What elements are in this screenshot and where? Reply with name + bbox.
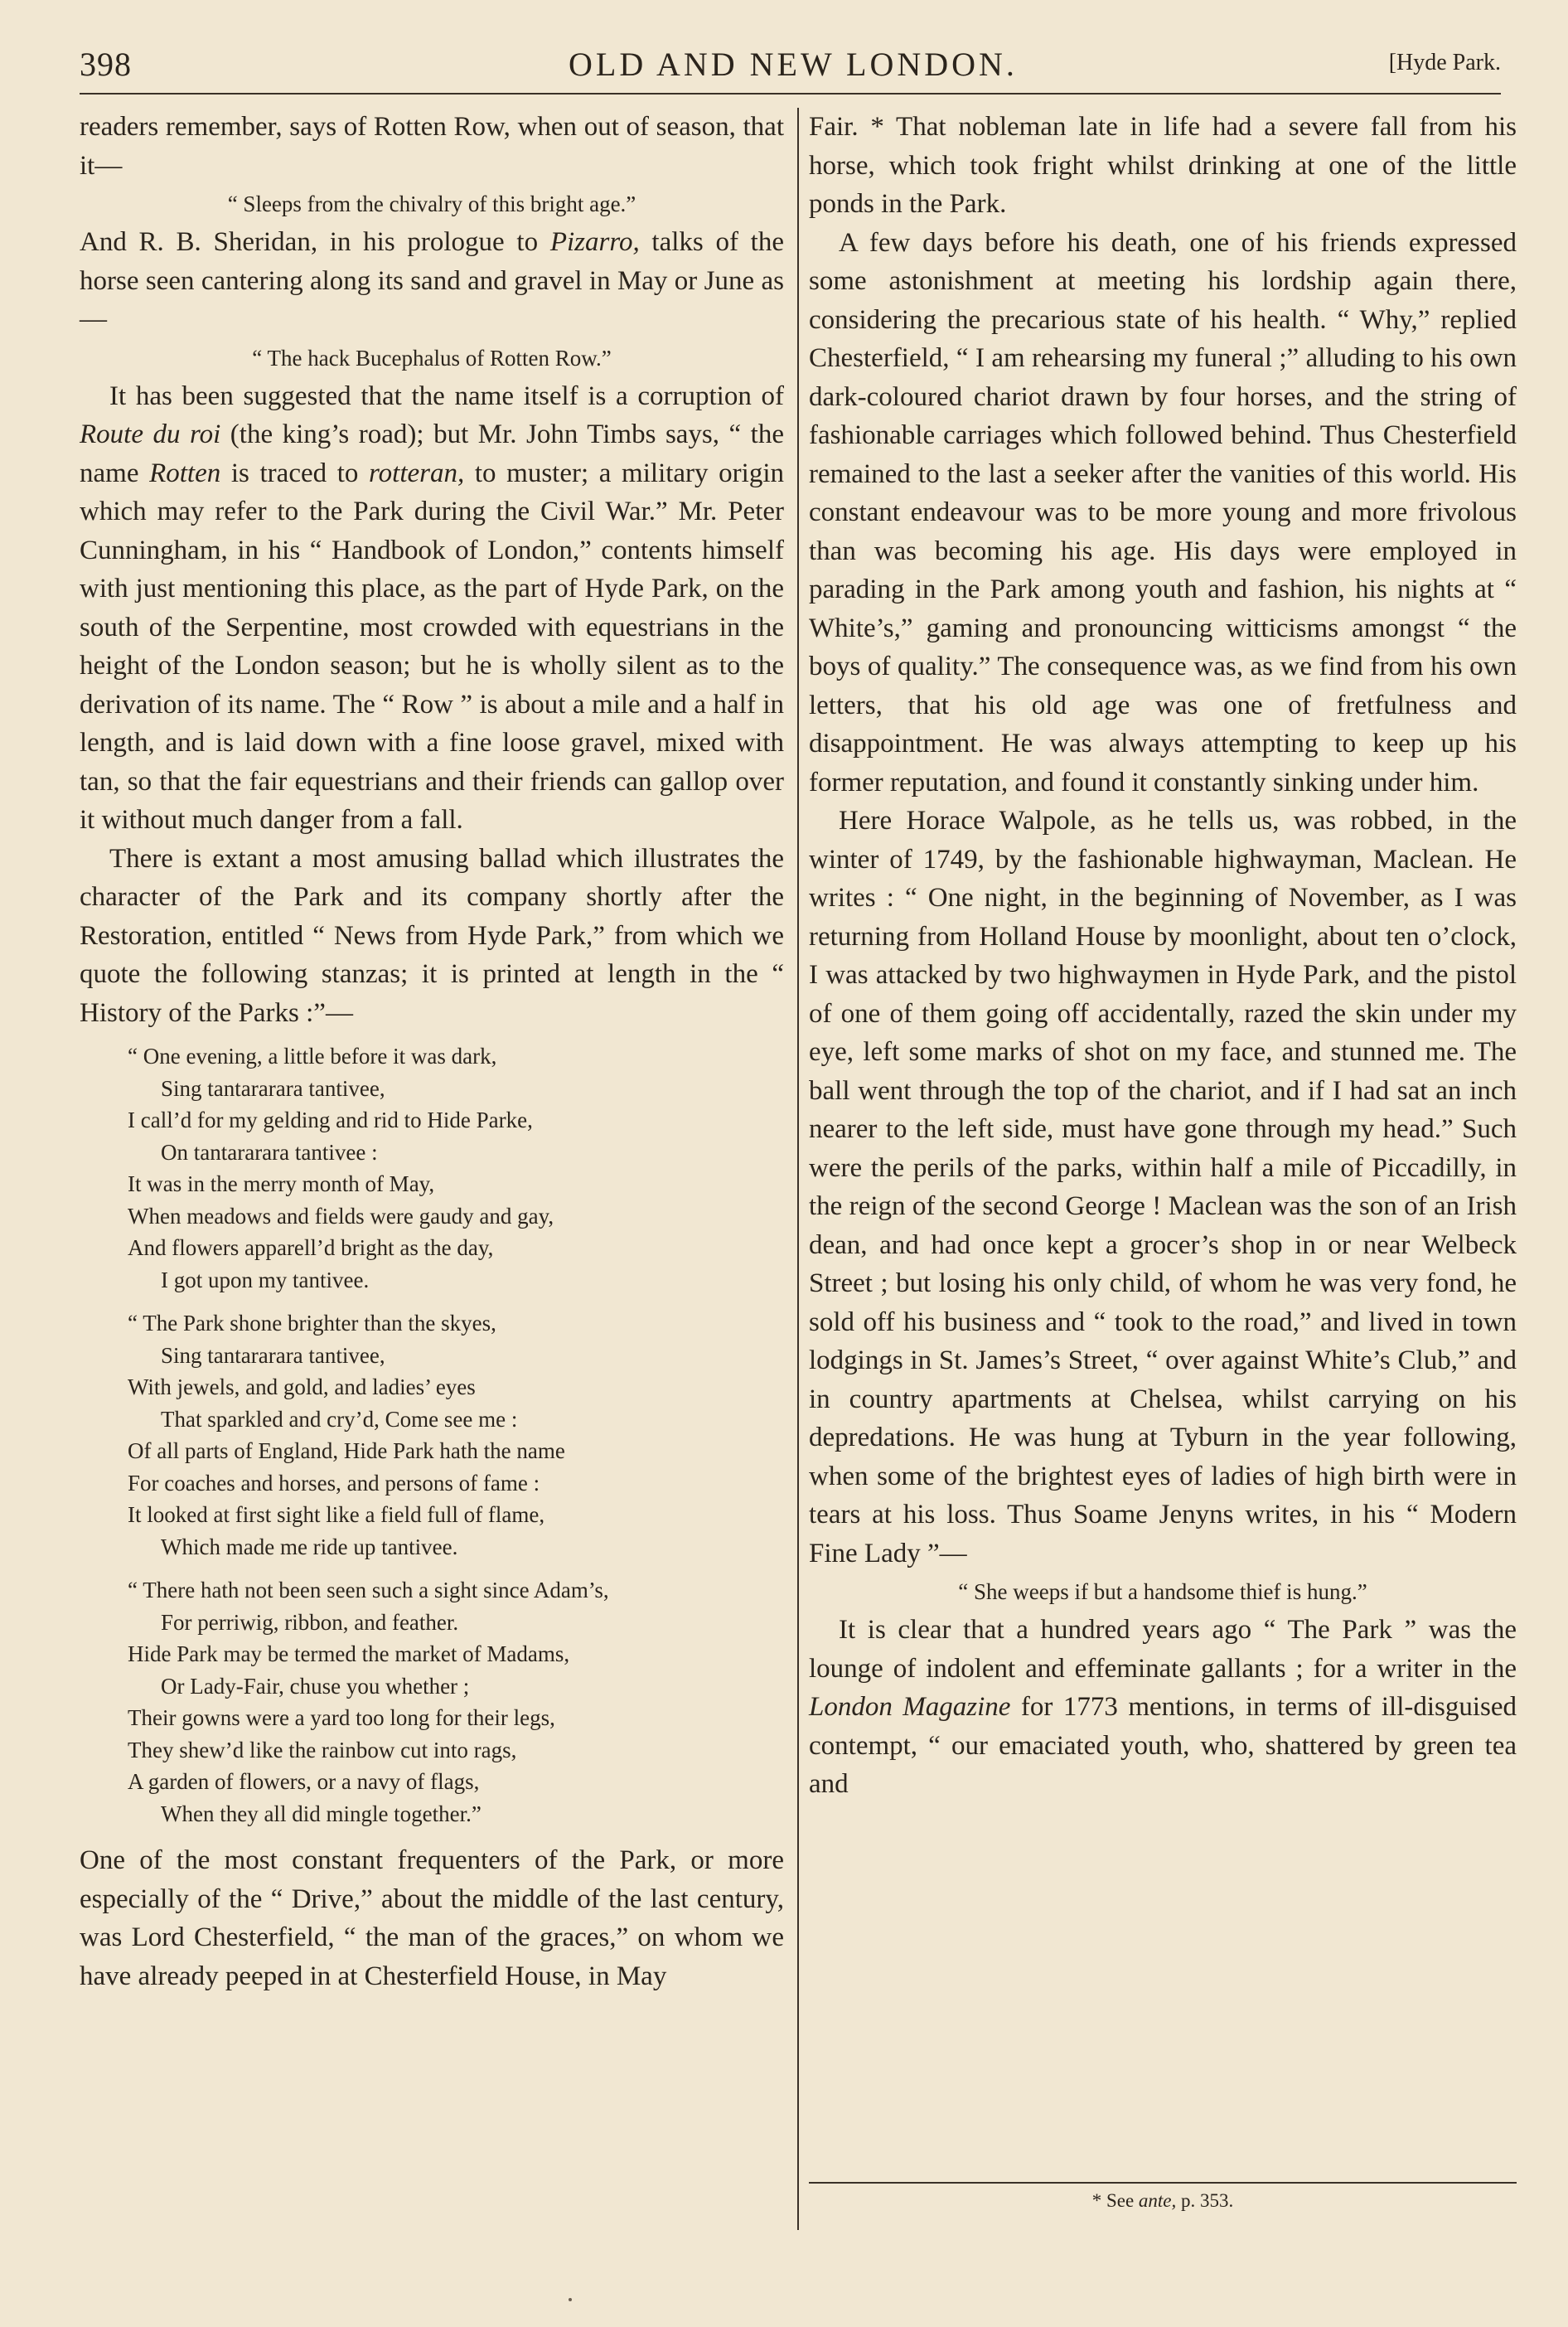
verse-line: And flowers apparell’d bright as the day, [128, 1235, 494, 1260]
verse-line: Of all parts of England, Hide Park hath the name [128, 1438, 565, 1463]
paragraph: There is extant a most amusing ballad which illustrates the character of the Park and its company shortly after the Restoration, entitled “ News from Hyde Park,” from which we quote the following stanzas; it is printed at length in the “ History of the Parks :”— [80, 843, 784, 1028]
verse-line: “ One evening, a little before it was dark, [128, 1044, 497, 1069]
column-divider [797, 108, 799, 2230]
quotation: “ She weeps if but a handsome thief is hung.” [958, 1579, 1367, 1604]
paragraph: One of the most constant frequenters of the Park, or more especially of the “ Drive,” about the middle of the last century, was Lord Chesterfield, “ the man of the graces,” on whom we have already peeped in at Chesterfield House, in May [80, 1845, 784, 1991]
verse-line: “ The Park shone brighter than the skyes, [128, 1311, 496, 1336]
verse-line: That sparkled and cry’d, Come see me : [161, 1406, 518, 1432]
verse-line: They shew’d like the rainbow cut into rags, [128, 1737, 517, 1762]
verse-line: Hide Park may be termed the market of Madams, [128, 1641, 570, 1666]
page-number: 398 [80, 46, 132, 83]
running-title: OLD AND NEW LONDON. [569, 46, 1018, 83]
verse-line: Which made me ride up tantivee. [161, 1534, 458, 1559]
right-column [809, 108, 1517, 1804]
verse-line: For perriwig, ribbon, and feather. [161, 1609, 459, 1635]
paragraph: It is clear that a hundred years ago “ The Park ” was the lounge of indolent and effeminate gallants ; for a writer in the London Magazine for 1773 mentions, in terms of ill-disguised contempt, “ our emaciated youth, who, shattered by green tea and [809, 1615, 1517, 1799]
header-rule [80, 93, 1501, 95]
stanza [128, 1040, 784, 1296]
verse-line: I call’d for my gelding and rid to Hide Parke, [128, 1108, 533, 1132]
paragraph: Here Horace Walpole, as he tells us, was robbed, in the winter of 1749, by the fashionable highwayman, Maclean. He writes : “ One night, in the beginning of November, as I was returning from Holland House by moonlight, about ten o’clock, I was attacked by two highwaymen in Hyde Park, and the pistol of one of them going off accidentally, razed the skin under my eye, left some marks of shot on my face, and stunned me. The ball went through the top of the chariot, and if I had sat an inch nearer to the left side, must have gone through my head.” Such were the perils of the parks, within half a mile of Piccadilly, in the reign of the second George ! Maclean was the son of an Irish dean, and had once kept a grocer’s shop in or near Welbeck Street ; but losing his only child, of whom he was very fond, he sold off his business and “ took to the road,” and lived in town lodgings in St. James’s Street, “ over against White’s Club,” and in country apartments at Chelsea, whilst carrying on his depredations. He was hung at Tyburn in the year following, when some of the brightest eyes of ladies of high birth were in tears at his loss. Thus Soame Jenyns writes, in his “ Modern Fine Lady ”— [809, 806, 1517, 1568]
verse-line: A garden of flowers, or a navy of flags, [128, 1769, 480, 1794]
stanza [128, 1574, 784, 1830]
verse-line: Sing tantararara tantivee, [161, 1075, 385, 1101]
paragraph: readers remember, says of Rotten Row, when out of season, that it— [80, 112, 784, 181]
page-header [80, 35, 1501, 88]
section-tag: [Hyde Park. [1388, 50, 1501, 75]
verse-line: I got upon my tantivee. [161, 1267, 370, 1292]
footnote: * See ante, p. 353. [1091, 2190, 1234, 2211]
verse-line: Sing tantararara tantivee, [161, 1342, 385, 1368]
stanza [128, 1307, 784, 1563]
verse-line: When they all did mingle together.” [161, 1801, 482, 1826]
paragraph: And R. B. Sheridan, in his prologue to Pizarro, talks of the horse seen cantering along its sand and gravel in May or June as— [80, 227, 784, 334]
quotation: “ The hack Bucephalus of Rotten Row.” [252, 345, 612, 371]
verse-line: It was in the merry month of May, [128, 1171, 435, 1196]
paragraph: Fair. * That nobleman late in life had a severe fall from his horse, which took fright whilst drinking at one of the little ponds in the Park. [809, 112, 1517, 219]
verse-line: When meadows and fields were gaudy and gay, [128, 1203, 554, 1229]
verse-line: Or Lady-Fair, chuse you whether ; [161, 1673, 470, 1699]
paragraph: A few days before his death, one of his friends expressed some astonishment at meeting his lordship again there, considering the precarious state of his health. “ Why,” replied Chesterfield, “ I am rehearsing my funeral ;” alluding to his own dark-coloured chariot drawn by four horses, and the string of fashionable carriages which followed behind. Thus Chesterfield remained to the last a seeker after the vanities of this world. His constant endeavour was to be more young and more frivolous than was becoming his age. His days were employed in parading in the Park among youth and fashion, his nights at “ White’s,” gaming and pronouncing witticisms amongst “ the boys of quality.” The consequence was, as we find from his own letters, that his old age was one of fretfulness and disappointment. He was always attempting to keep up his former reputation, and found it constantly sinking under him. [809, 227, 1517, 797]
verse-line: “ There hath not been seen such a sight since Adam’s, [128, 1578, 609, 1602]
verse-line: It looked at first sight like a field full of flame, [128, 1502, 545, 1527]
verse-line: With jewels, and gold, and ladies’ eyes [128, 1374, 476, 1399]
footnote-rule [809, 2182, 1517, 2184]
print-speck [569, 2298, 572, 2301]
verse-line: For coaches and horses, and persons of fame : [128, 1470, 540, 1496]
left-column [80, 108, 784, 1995]
quotation: “ Sleeps from the chivalry of this bright age.” [227, 191, 636, 216]
ballad [80, 1040, 784, 1830]
paragraph: It has been suggested that the name itself is a corruption of Route du roi (the king’s road); but Mr. John Timbs says, “ the name Rotten is traced to rotteran, to muster; a military origin which may refer to the Park during the Civil War.” Mr. Peter Cunningham, in his “ Handbook of London,” contents himself with just mentioning this place, as the part of Hyde Park, on the south of the Serpentine, most crowded with equestrians in the height of the London season; but he is wholly silent as to the derivation of its name. The “ Row ” is about a mile and a half in length, and is laid down with a fine loose gravel, mixed with tan, so that the fair equestrians and their friends can gallop over it without much danger from a fall. [80, 381, 784, 835]
verse-line: On tantararara tantivee : [161, 1139, 378, 1165]
verse-line: Their gowns were a yard too long for their legs, [128, 1705, 555, 1730]
